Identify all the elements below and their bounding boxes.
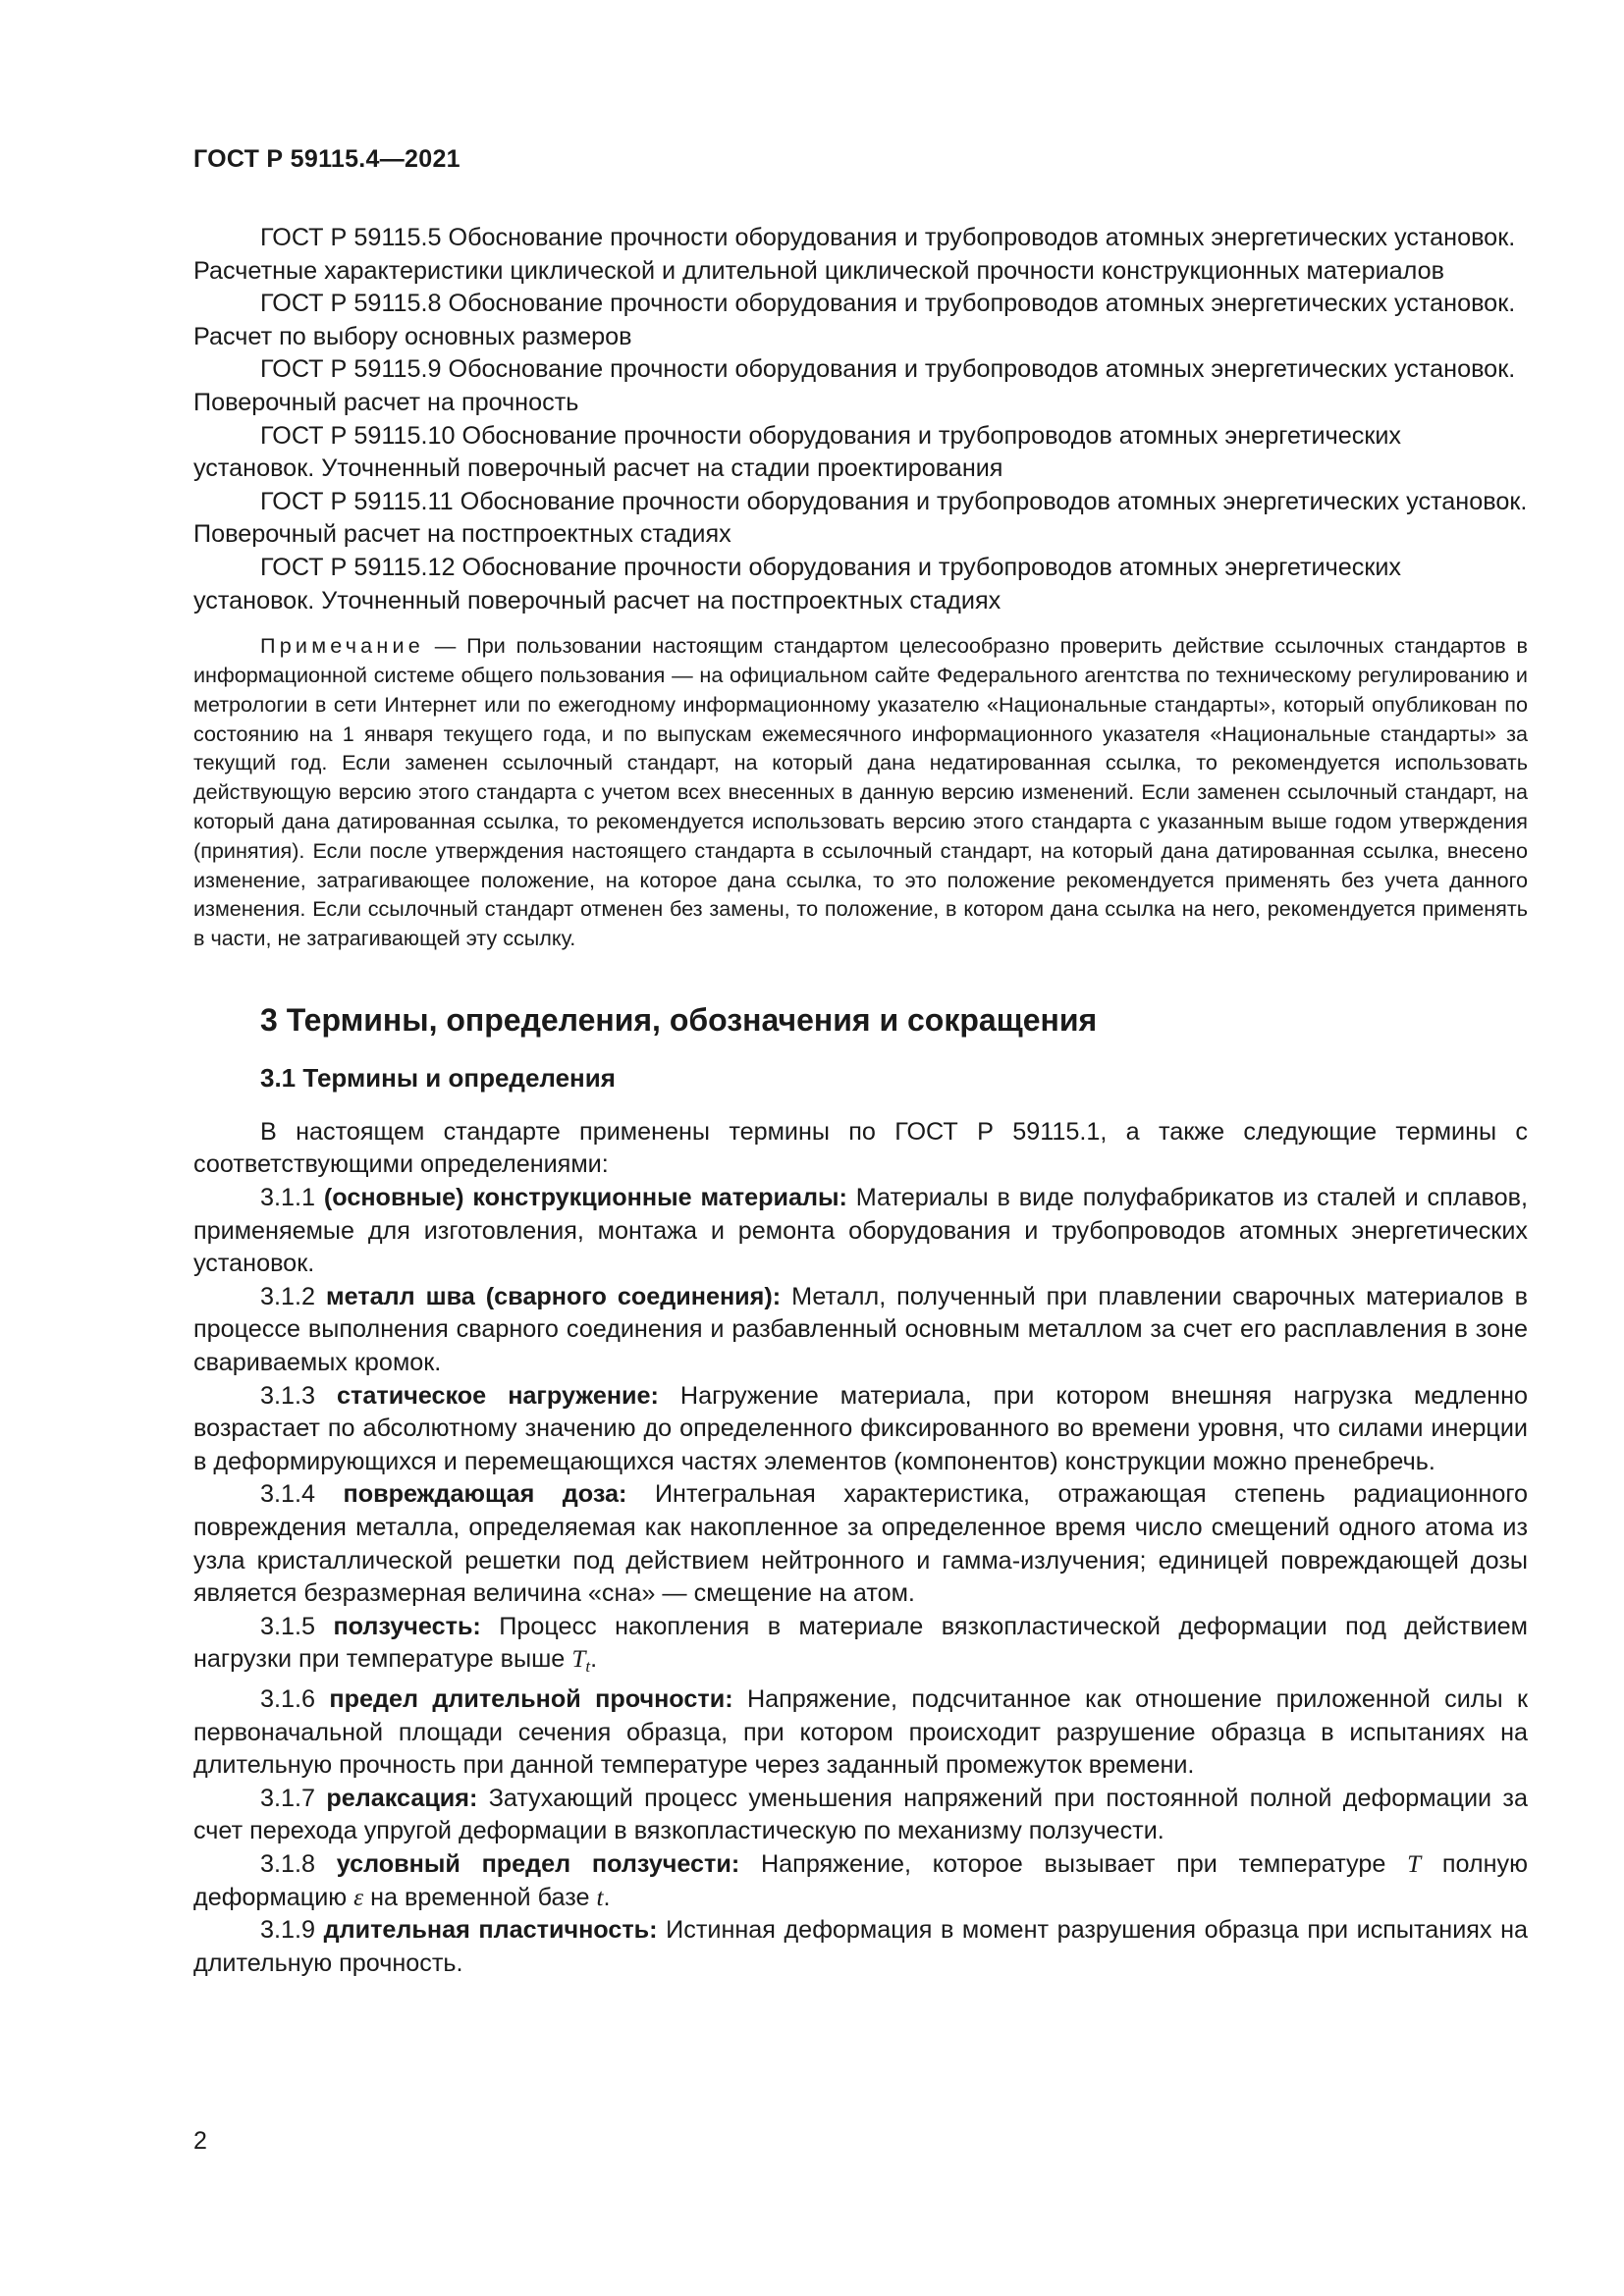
term-entry	[193, 1182, 1528, 1281]
term-definition: полную деформацию	[193, 1849, 1528, 1911]
section-title: 3 Термины, определения, обозначения и сокращения	[260, 1001, 1098, 1038]
terms-intro: В настоящем стандарте применены термины по ГОСТ Р 59115.1, а также следующие термины с соответствующими определениями:	[193, 1117, 1528, 1179]
term-number: 3.1.8	[260, 1849, 337, 1878]
time-symbol: t	[596, 1884, 604, 1911]
note-text: — При пользовании настоящим стандартом целесообразно проверить действие ссылочных стандартов в информационной системе общего пользования — на официальном сайте Федерального агентства по техническому регулированию и метрологии в сети Интернет или по ежегодному информационному указателю «Национальные стандарты», который опубликован по состоянию на 1 января текущего года, и по выпускам ежемесячного информационного указателя «Национальные стандарты» за текущий год. Если заменен ссылочный стандарт, на который дана недатированная ссылка, то рекомендуется использовать действующую версию этого стандарта с учетом всех внесенных в данную версию изменений. Если заменен ссылочный стандарт, на который дана датированная ссылка, то рекомендуется использовать версию этого стандарта с указанным выше годом утверждения (принятия). Если после утверждения настоящего стандарта в ссылочный стандарт, на который дана датированная ссылка, внесено изменение, затрагивающее положение, на которое дана ссылка, то это положение рекомендуется применять без учета данного изменения. Если ссылочный стандарт отменен без замены, то положение, в котором дана ссылка на него, рекомендуется применять в части, не затрагивающей эту ссылку.	[193, 633, 1528, 951]
strain-symbol: ε	[353, 1884, 364, 1911]
reference-item: ГОСТ Р 59115.10 Обоснование прочности оборудования и трубопроводов атомных энергетических установок. Уточненный поверочный расчет на стадии проектирования	[193, 421, 1402, 483]
term-name: длительная пластичность:	[323, 1916, 658, 1945]
temperature-subscript: t	[585, 1657, 591, 1677]
term-name: релаксация:	[326, 1784, 478, 1812]
term-definition: на временной базе	[363, 1883, 597, 1911]
page-content	[193, 222, 1528, 1980]
term-number: 3.1.9	[260, 1916, 324, 1945]
term-name: ползучесть:	[333, 1612, 481, 1640]
term-entry	[193, 1611, 1528, 1683]
term-name: повреждающая доза:	[343, 1480, 627, 1509]
normative-references-list	[193, 222, 1528, 617]
term-entry	[193, 1380, 1528, 1479]
term-number: 3.1.1	[260, 1184, 324, 1212]
term-number: 3.1.4	[260, 1480, 344, 1509]
reference-item: ГОСТ Р 59115.9 Обоснование прочности оборудования и трубопроводов атомных энергетических установок. Поверочный расчет на прочность	[193, 355, 1516, 416]
term-entry	[193, 1281, 1528, 1380]
term-entry	[193, 1914, 1528, 1980]
references-note	[193, 631, 1528, 953]
term-number: 3.1.7	[260, 1784, 327, 1812]
reference-item: ГОСТ Р 59115.11 Обоснование прочности оборудования и трубопроводов атомных энергетических установок. Поверочный расчет на постпроектных стадиях	[193, 487, 1528, 549]
term-definition: Металл, полученный при плавлении сварочных материалов в процессе выполнения сварного соединения и разбавленный основным металлом за счет его расплавления в зоне свариваемых кромок.	[193, 1282, 1528, 1377]
reference-item: ГОСТ Р 59115.8 Обоснование прочности оборудования и трубопроводов атомных энергетических установок. Расчет по выбору основных размеров	[193, 290, 1516, 350]
term-definition: Нагружение материала, при котором внешняя нагрузка медленно возрастает по абсолютному значению до определенного фиксированного во времени уровня, что силами инерции в деформирующихся и перемещающихся частях элементов (компонентов) конструкции можно пренебречь.	[193, 1381, 1528, 1475]
document-header-id: ГОСТ Р 59115.4—2021	[193, 145, 460, 173]
term-number: 3.1.2	[260, 1282, 327, 1310]
term-definition: Затухающий процесс уменьшения напряжений при постоянной полной деформации за счет перехода упругой деформации в вязкопластическую по механизму ползучести.	[193, 1784, 1528, 1845]
term-entry	[193, 1783, 1528, 1848]
page-number: 2	[193, 2127, 207, 2155]
reference-item: ГОСТ Р 59115.12 Обоснование прочности оборудования и трубопроводов атомных энергетических установок. Уточненный поверочный расчет на постпроектных стадиях	[193, 553, 1402, 614]
term-definition: Интегральная характеристика, отражающая степень радиационного повреждения металла, определяемая как накопленное за определенное время число смещений одного атома из узла кристаллической решетки под действием нейтронного и гамма-излучения; единицей повреждающей дозы является безразмерная величина «сна» — смещение на атом.	[193, 1480, 1528, 1608]
term-name: условный предел ползучести:	[336, 1849, 740, 1878]
term-entry	[193, 1848, 1528, 1914]
term-name: (основные) конструкционные материалы:	[323, 1184, 847, 1212]
term-entry	[193, 1683, 1528, 1783]
note-label: Примечание	[260, 633, 424, 659]
reference-item: ГОСТ Р 59115.5 Обоснование прочности оборудования и трубопроводов атомных энергетических установок. Расчетные характеристики циклической и длительной циклической прочности конструкционных материалов	[193, 224, 1516, 285]
term-entry	[193, 1478, 1528, 1610]
term-definition-end: .	[603, 1883, 611, 1911]
term-number: 3.1.3	[260, 1381, 338, 1410]
term-name: статическое нагружение:	[337, 1381, 659, 1410]
temperature-symbol: T	[1407, 1850, 1422, 1878]
term-number: 3.1.6	[260, 1684, 330, 1713]
term-definition: Процесс накопления в материале вязкопластической деформации под действием нагрузки при температуре выше	[193, 1612, 1528, 1674]
term-definition: Напряжение, которое вызывает при температуре	[739, 1849, 1408, 1878]
term-number: 3.1.5	[260, 1612, 334, 1640]
term-definition: Материалы в виде полуфабрикатов из сталей и сплавов, применяемые для изготовления, монтажа и ремонта оборудования и трубопроводов атомных энергетических установок.	[193, 1184, 1528, 1278]
term-definition-end: .	[590, 1645, 598, 1674]
term-name: металл шва (сварного соединения):	[326, 1282, 782, 1310]
term-name: предел длительной прочности:	[329, 1684, 733, 1713]
term-definition: Истинная деформация в момент разрушения образца при испытаниях на длительную прочность.	[193, 1916, 1528, 1977]
temperature-symbol: T	[571, 1646, 586, 1674]
subsection-title: 3.1 Термины и определения	[260, 1062, 616, 1093]
term-definition: Напряжение, подсчитанное как отношение приложенной силы к первоначальной площади сечения образца, при котором происходит разрушение образца в испытаниях на длительную прочность при данной температуре через заданный промежуток времени.	[193, 1684, 1528, 1780]
